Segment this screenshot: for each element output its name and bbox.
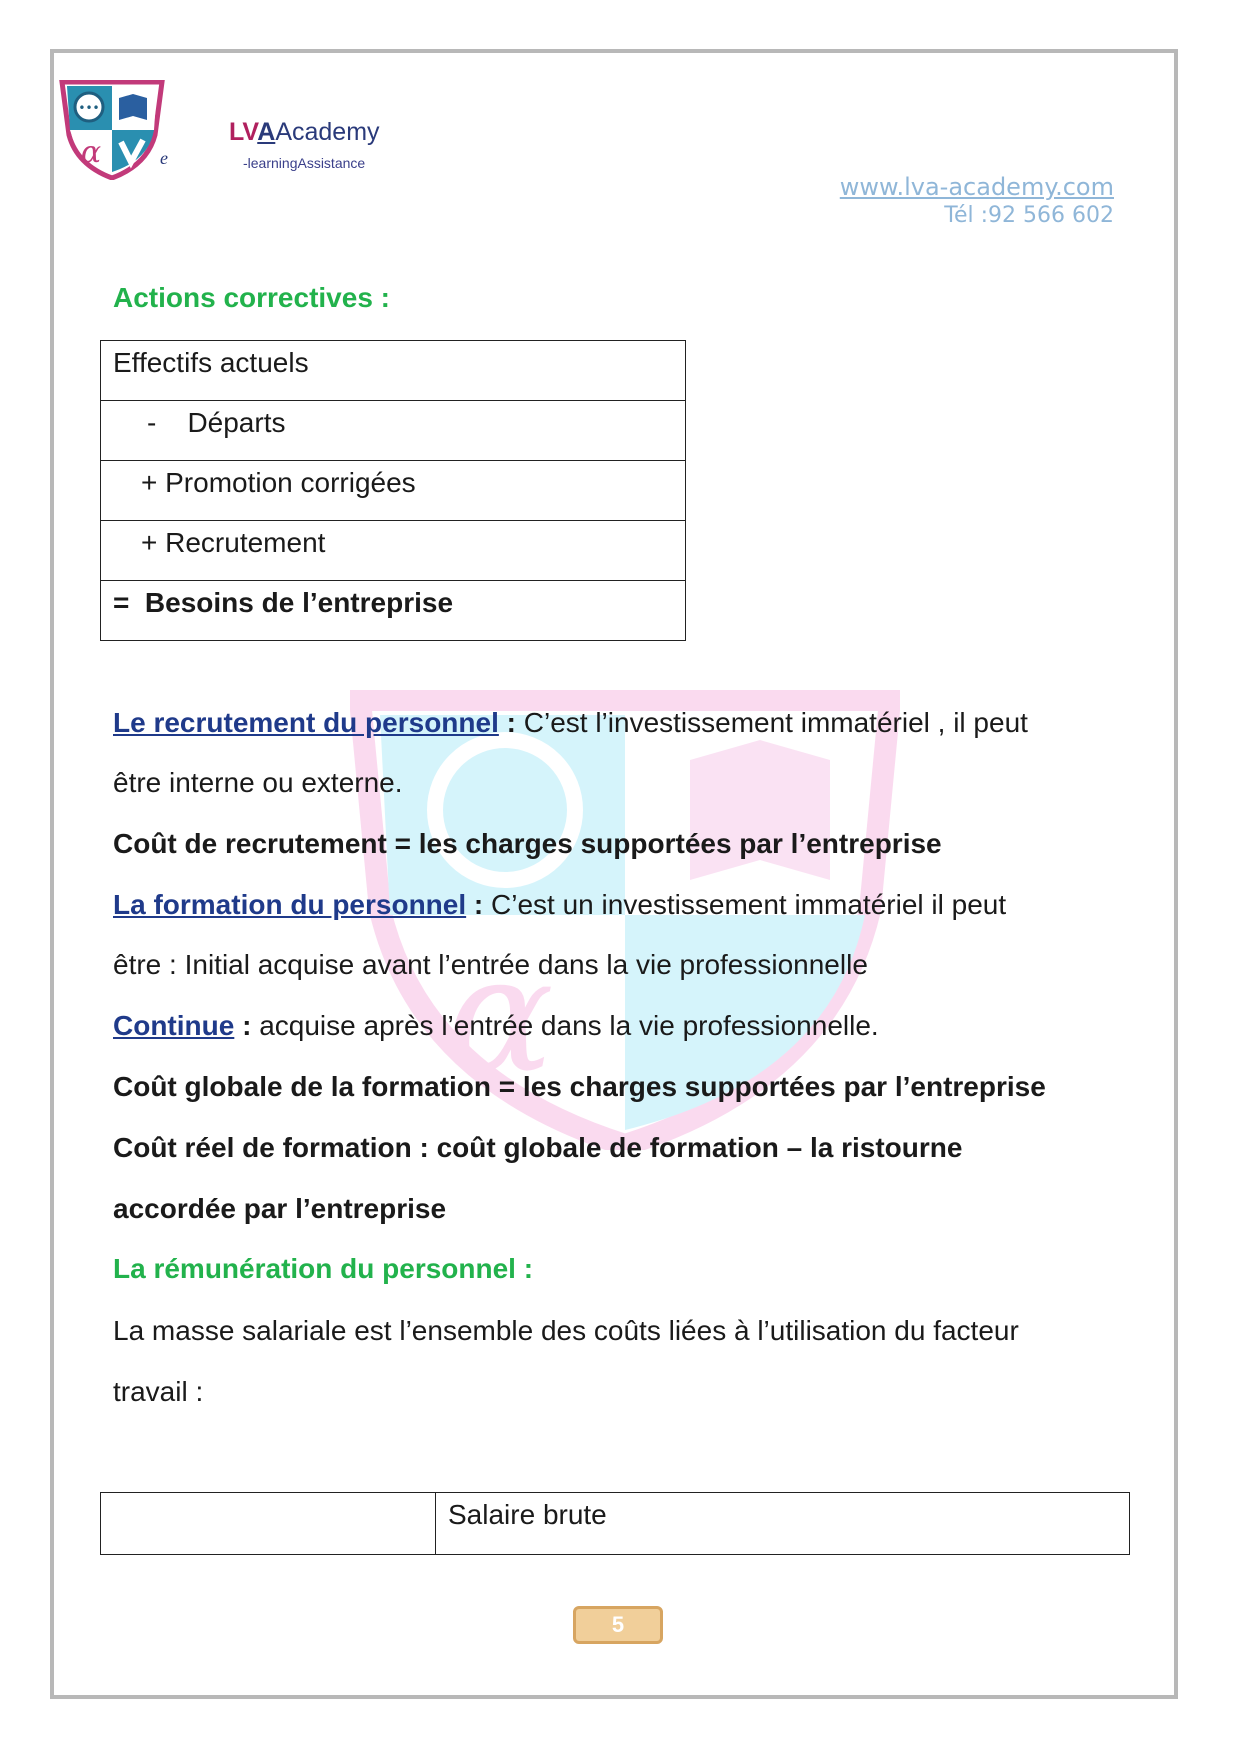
svg-text:α: α [80,135,102,170]
table-row [101,461,686,521]
paragraph-cout-global: Coût globale de la formation = les charges supportées par l’entreprise [113,1071,1046,1102]
section-heading-actions: Actions correctives : [113,282,390,313]
table-cell: + Recrutement [101,521,686,581]
table-row [101,521,686,581]
table-cell: Salaire brute [436,1493,1130,1555]
table-row [101,581,686,641]
text: acquise après l’entrée dans la vie professionnelle. [259,1010,879,1041]
section-heading-remuneration: La rémunération du personnel : [113,1253,534,1284]
table-cell: + Promotion corrigées [101,461,686,521]
paragraph-continue [113,1009,879,1043]
paragraph-line: être : Initial acquise avant l’entrée dans la vie professionnelle [113,949,868,980]
phone-number: Tél :92 566 602 [944,203,1114,228]
page-number-badge: 5 [573,1606,663,1644]
table-row [101,401,686,461]
logo-e-letter: e [160,148,168,168]
text: C’est un investissement immatériel il peut [491,889,1007,920]
svg-text:α: α [445,921,555,1108]
paragraph-formation [113,888,1006,922]
table-cell [101,1493,436,1555]
brand-lv: LV [229,118,258,146]
term-recrutement: Le recrutement du personnel [113,707,499,738]
lva-academy-logo [57,80,167,180]
paragraph-masse-salariale: La masse salariale est l’ensemble des coûts liées à l’utilisation du facteur [113,1315,1019,1346]
brand-tagline: -learningAssistance [243,155,366,171]
table-cell: Effectifs actuels [101,341,686,401]
table-cell: = Besoins de l’entreprise [101,581,686,641]
website-link[interactable]: www.lva-academy.com [839,173,1114,201]
paragraph-recrutement [113,706,1028,740]
colon: : [466,889,492,920]
effectifs-table [100,340,686,641]
table-row [101,1493,1130,1555]
paragraph-cout-reel: Coût réel de formation : coût globale de formation – la ristourne [113,1132,963,1163]
brand-a: A [257,118,276,146]
term-formation: La formation du personnel [113,889,467,920]
brand-name [229,118,380,147]
paragraph-line: accordée par l’entreprise [113,1193,447,1224]
svg-text:•••: ••• [78,101,100,115]
term-continue: Continue [113,1010,235,1041]
table-row [101,341,686,401]
paragraph-cout-recrutement: Coût de recrutement = les charges supportées par l’entreprise [113,828,942,859]
text: C’est l’investissement immatériel , il peut [523,707,1028,738]
brand-academy: Academy [275,118,380,146]
paragraph-line: travail : [113,1376,204,1407]
paragraph-line: être interne ou externe. [113,767,403,798]
salaire-table [100,1492,1130,1555]
colon: : [234,1010,260,1041]
table-cell: - Départs [101,401,686,461]
colon: : [498,707,524,738]
